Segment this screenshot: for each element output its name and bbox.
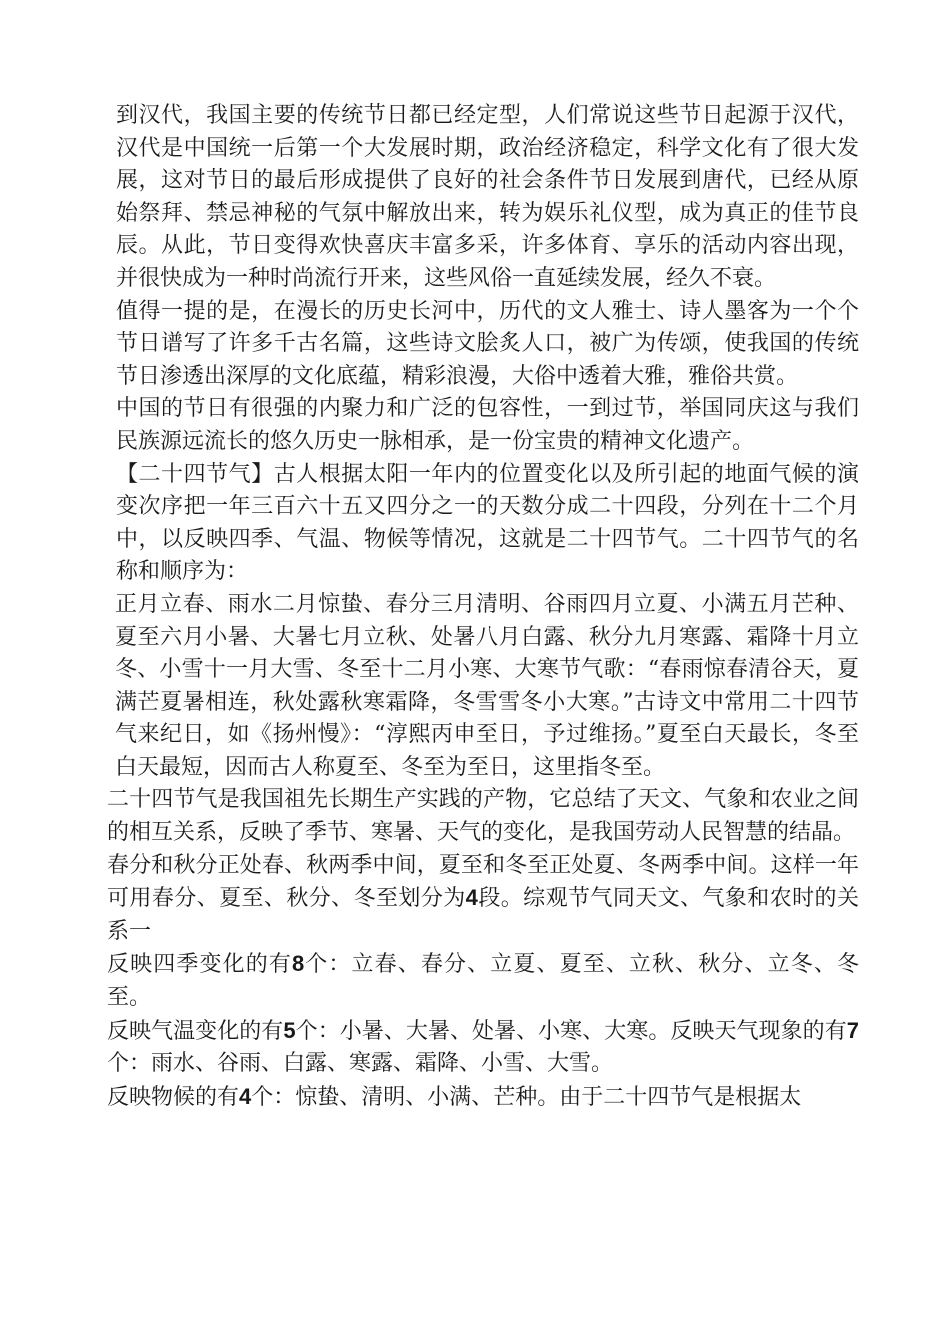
paragraph-ancestors-practice: 二十四节气是我国祖先长期生产实践的产物，它总结了天文、气象和农业之间的相互关系，反映了季节、寒暑、天气的变化，是我国劳动人民智慧的结晶。 (107, 787, 859, 846)
paragraph-solar-terms-list: 正月立春、雨水二月惊蛰、春分三月清明、谷雨四月立夏、小满五月芒种、夏至六月小暑、大暑七月立秋、处暑八月白露、秋分九月寒露、霜降十月立冬、小雪十一月大雪、冬至十二月小寒、大寒节气歌：“春雨惊春清谷天，夏满芒夏暑相连，秋处露秋寒霜降，冬雪雪冬小大寒。”古诗文中常用二十四节气来纪日，如《扬州慢》：“淳熙丙申至日，予过维扬。”夏至白天最长，冬至白天最短，因而古人称夏至、冬至为至日，这里指冬至。 (115, 591, 859, 780)
number-five: 5 (283, 1017, 296, 1043)
paragraph-four-seasons-division (107, 850, 859, 949)
paragraph-literati: 值得一提的是，在漫长的历史长河中，历代的文人雅士、诗人墨客为一个个节日谱写了许多千古名篇，这些诗文脍炙人口，被广为传颂，使我国的传统节日渗透出深厚的文化底蕴，精彩浪漫，大俗中透着大雅，雅俗共赏。 (116, 298, 859, 389)
text-segment: 个：小暑、大暑、处暑、小寒、大寒。反映天气现象的有 (295, 1018, 847, 1044)
paragraph-phenology-terms (107, 1081, 859, 1115)
text-segment: 春分和秋分正处春、秋两季中间，夏至和冬至正处夏、冬两季中间。这样一年可用春分、夏至、秋分、冬至划分为 (107, 852, 859, 912)
text-segment: 反映物候的有 (107, 1084, 240, 1110)
paragraph-han-dynasty: 到汉代，我国主要的传统节日都已经定型，人们常说这些节日起源于汉代，汉代是中国统一后第一个大发展时期，政治经济稳定，科学文化有了很大发展，这对节日的最后形成提供了良好的社会条件节日发展到唐代，已经从原始祭拜、禁忌神秘的气氛中解放出来，转为娱乐礼仪型，成为真正的佳节良辰。从此，节日变得欢快喜庆丰富多采，许多体育、享乐的活动内容出现，并很快成为一种时尚流行开来，这些风俗一直延续发展，经久不衰。 (116, 103, 859, 291)
text-segment: 个：立春、春分、立夏、夏至、立秋、秋分、立冬、冬至。 (107, 952, 859, 1011)
text-segment: 段。综观节气同天文、气象和农时的关系一 (107, 886, 859, 944)
text-segment: 反映四季变化的有 (107, 952, 292, 978)
text-segment: 反映气温变化的有 (107, 1018, 284, 1044)
text-segment: 个：雨水、谷雨、白露、寒露、霜降、小雪、大雪。 (107, 1051, 614, 1077)
text-segment: 个：惊蛰、清明、小满、芒种。由于二十四节气是根据太 (251, 1084, 802, 1110)
number-seven: 7 (846, 1017, 859, 1043)
paragraph-temperature-weather-terms (107, 1015, 859, 1081)
paragraph-cohesion: 中国的节日有很强的内聚力和广泛的包容性，一到过节，举国同庆这与我们民族源远流长的悠久历史一脉相承，是一份宝贵的精神文化遗产。 (116, 396, 859, 454)
paragraph-solar-terms-intro: 【二十四节气】古人根据太阳一年内的位置变化以及所引起的地面气候的演变次序把一年三百六十五又四分之一的天数分成二十四段，分列在十二个月中，以反映四季、气温、物候等情况，这就是二十四节气。二十四节气的名称和顺序为： (116, 461, 859, 585)
number-eight: 8 (291, 951, 305, 977)
number-four: 4 (239, 1083, 252, 1109)
paragraph-season-terms (107, 948, 859, 1014)
number-four: 4 (465, 885, 478, 911)
document-page (107, 100, 859, 1114)
